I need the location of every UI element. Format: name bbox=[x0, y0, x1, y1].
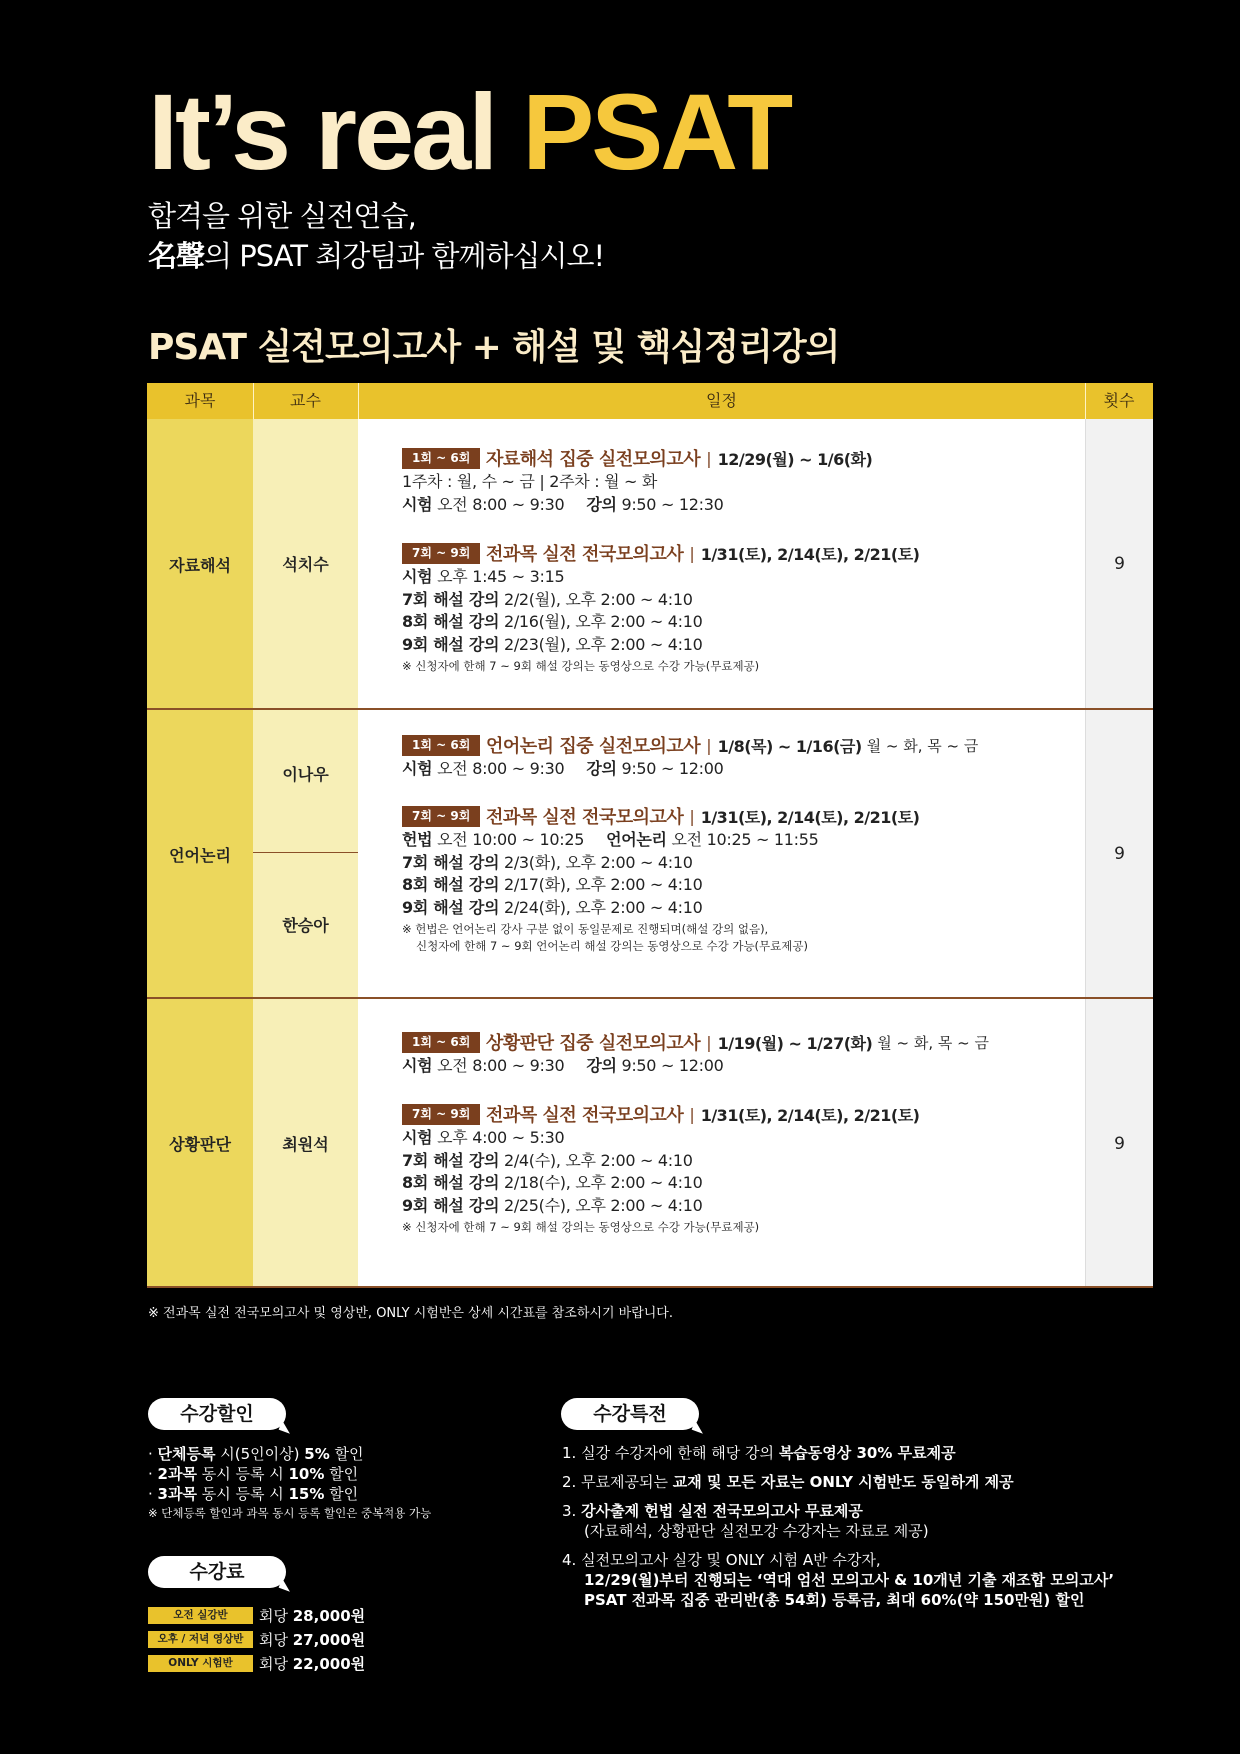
block-title: 상황판단 집중 실전모의고사 bbox=[486, 1033, 701, 1054]
round-badge: 7회 ~ 9회 bbox=[402, 1104, 480, 1125]
block-date: 12/29(월) ~ 1/6(화) bbox=[717, 449, 873, 469]
schedule-cell bbox=[358, 999, 1085, 1288]
schedule-line: 시험 오전 8:00 ~ 9:30 강의 9:50 ~ 12:00 bbox=[402, 1056, 724, 1075]
fee-tag: 오전 실강반 bbox=[148, 1607, 253, 1624]
hero-title-white: It’s real bbox=[148, 71, 523, 192]
count-cell: 9 bbox=[1085, 710, 1153, 998]
schedule-cell bbox=[358, 419, 1085, 709]
schedule-line: 8회 해설 강의 2/18(수), 오후 2:00 ~ 4:10 bbox=[402, 1173, 703, 1192]
schedule-table bbox=[147, 383, 1153, 1288]
fee-tag: ONLY 시험반 bbox=[148, 1655, 253, 1672]
schedule-block-1: 1회 ~ 6회 언어논리 집중 실전모의고사 | 1/8(목) ~ 1/16(금) 월 ~ 화, 목 ~ 금 시험 오전 8:00 ~ 9:30 강의 9:50 ~ 12:00 bbox=[402, 732, 1082, 781]
table-row bbox=[147, 710, 1153, 998]
round-badge: 1회 ~ 6회 bbox=[402, 735, 480, 756]
block-date: 1/8(목) ~ 1/16(금) bbox=[717, 736, 862, 756]
header-schedule: 일정 bbox=[706, 391, 737, 410]
table-footnote: ※ 전과목 실전 전국모의고사 및 영상반, ONLY 시험반은 상세 시간표를 참조하시기 바랍니다. bbox=[148, 1306, 673, 1321]
round-badge: 7회 ~ 9회 bbox=[402, 806, 480, 827]
schedule-line: 9회 해설 강의 2/24(화), 오후 2:00 ~ 4:10 bbox=[402, 897, 703, 917]
block-days: 월 ~ 화, 목 ~ 금 bbox=[877, 1033, 990, 1052]
block-date: 1/31(토), 2/14(토), 2/21(토) bbox=[700, 1105, 920, 1125]
list-item: 3. 강사출제 헌법 실전 전국모의고사 무료제공 (자료해석, 상황판단 실전모강 수강자는 자료로 제공) bbox=[562, 1502, 929, 1540]
perks-label: 수강특전 bbox=[561, 1398, 699, 1430]
block-days: 월 ~ 화, 목 ~ 금 bbox=[866, 736, 979, 755]
subtitle-bold: 名聲 bbox=[148, 239, 205, 273]
fee-list bbox=[148, 1605, 365, 1677]
schedule-note: ※ 헌법은 언어논리 강사 구분 없이 동일문제로 진행되며(해설 강의 없음), bbox=[402, 922, 769, 936]
schedule-line: 1주차 : 월, 수 ~ 금 | 2주차 : 월 ~ 화 bbox=[402, 472, 658, 491]
block-title: 전과목 실전 전국모의고사 bbox=[486, 544, 684, 565]
fee-row: 오후 / 저녁 영상반 회당 27,000원 bbox=[148, 1629, 365, 1650]
subtitle bbox=[148, 196, 604, 276]
schedule-line: 시험 오전 8:00 ~ 9:30 강의 9:50 ~ 12:00 bbox=[402, 759, 724, 778]
schedule-line: 헌법 오전 10:00 ~ 10:25 언어논리 오전 10:25 ~ 11:55 bbox=[402, 830, 819, 849]
schedule-line: 9회 해설 강의 2/23(월), 오후 2:00 ~ 4:10 bbox=[402, 634, 703, 654]
round-badge: 1회 ~ 6회 bbox=[402, 448, 480, 469]
professor-cell bbox=[253, 710, 358, 998]
list-item: 2. 무료제공되는 교재 및 모든 자료는 ONLY 시험반도 동일하게 제공 bbox=[562, 1473, 1014, 1491]
block-date: 1/31(토), 2/14(토), 2/21(토) bbox=[700, 544, 920, 564]
subtitle-line1: 합격을 위한 실전연습, bbox=[148, 199, 416, 233]
block-title: 언어논리 집중 실전모의고사 bbox=[486, 736, 701, 757]
block-date: 1/31(토), 2/14(토), 2/21(토) bbox=[700, 807, 920, 827]
perks-list bbox=[562, 1443, 1114, 1619]
block-title: 자료해석 집중 실전모의고사 bbox=[486, 449, 701, 470]
table-row bbox=[147, 999, 1153, 1288]
professor-cell bbox=[253, 419, 358, 709]
professor-name: 최원석 bbox=[282, 1135, 329, 1154]
subject-cell: 상황판단 bbox=[147, 999, 253, 1288]
schedule-line: 시험 오전 8:00 ~ 9:30 강의 9:50 ~ 12:30 bbox=[402, 494, 724, 514]
list-item: · 3과목 동시 등록 시 15% 할인 bbox=[148, 1485, 359, 1503]
schedule-line: 9회 해설 강의 2/25(수), 오후 2:00 ~ 4:10 bbox=[402, 1195, 703, 1215]
schedule-line: 7회 해설 강의 2/3(화), 오후 2:00 ~ 4:10 bbox=[402, 852, 693, 872]
subject-cell: 언어논리 bbox=[147, 710, 253, 998]
list-item: · 단체등록 시(5인이상) 5% 할인 bbox=[148, 1445, 364, 1463]
discount-note: ※ 단체등록 할인과 과목 동시 등록 할인은 중복적용 가능 bbox=[148, 1506, 432, 1520]
subtitle-line2 bbox=[148, 236, 604, 276]
professor-name: 이나우 bbox=[282, 765, 329, 784]
section-title: PSAT 실전모의고사 + 해설 및 핵심정리강의 bbox=[148, 327, 840, 368]
table-header bbox=[147, 383, 1153, 419]
list-item: 4. 실전모의고사 실강 및 ONLY 시험 A반 수강자, 12/29(월)부터 진행되는 ‘역대 엄선 모의고사 & 10개년 기출 재조합 모의고사’ PSAT 전과목 집중 관리반(총 54회) 등록금, 최대 60%(약 150만원) 할인 bbox=[562, 1551, 1115, 1609]
hero-title bbox=[148, 71, 791, 192]
round-badge: 1회 ~ 6회 bbox=[402, 1032, 480, 1053]
schedule-block-2: 7회 ~ 9회 전과목 실전 전국모의고사 | 1/31(토), 2/14(토), 2/21(토) 헌법 오전 10:00 ~ 10:25 언어논리 오전 10:25 ~ 11:55 7회 해설 강의 2/3(화), 오후 2:00 ~ 4:10 8회 해설 강의 2/17(화), 오후 2:00 ~ 4:10 9회 해설 강의 2/24(화), 오후 2:00 ~ 4:10 ※ 헌법은 언어논리 강사 구분 없이 동일문제로 진행되며(해설 강의 없음), 신청자에 한해 7 ~ 9회 언어논리 해설 강의는 동영상으로 수강 가능(무료제공) bbox=[402, 803, 1082, 955]
fee-label: 수강료 bbox=[148, 1556, 286, 1588]
schedule-note: ※ 신청자에 한해 7 ~ 9회 해설 강의는 동영상으로 수강 가능(무료제공) bbox=[402, 1220, 760, 1234]
professor-name: 석치수 bbox=[282, 555, 329, 574]
fee-row: ONLY 시험반 회당 22,000원 bbox=[148, 1653, 365, 1674]
schedule-note: ※ 신청자에 한해 7 ~ 9회 해설 강의는 동영상으로 수강 가능(무료제공) bbox=[402, 659, 760, 673]
discount-label: 수강할인 bbox=[148, 1398, 286, 1430]
table-row bbox=[147, 419, 1153, 709]
round-badge: 7회 ~ 9회 bbox=[402, 543, 480, 564]
fee-tag: 오후 / 저녁 영상반 bbox=[148, 1631, 253, 1648]
block-date: 1/19(월) ~ 1/27(화) bbox=[717, 1033, 873, 1053]
header-count: 횟수 bbox=[1103, 391, 1135, 410]
schedule-cell bbox=[358, 710, 1085, 998]
schedule-note: 신청자에 한해 7 ~ 9회 언어논리 해설 강의는 동영상으로 수강 가능(무료제공) bbox=[416, 939, 808, 953]
schedule-line: 7회 해설 강의 2/2(월), 오후 2:00 ~ 4:10 bbox=[402, 589, 693, 609]
schedule-line: 7회 해설 강의 2/4(수), 오후 2:00 ~ 4:10 bbox=[402, 1150, 693, 1170]
schedule-block-2: 7회 ~ 9회 전과목 실전 전국모의고사 | 1/31(토), 2/14(토), 2/21(토) 시험 오후 1:45 ~ 3:15 7회 해설 강의 2/2(월), 오후 2:00 ~ 4:10 8회 해설 강의 2/16(월), 오후 2:00 ~ 4:10 9회 해설 강의 2/23(월), 오후 2:00 ~ 4:10 ※ 신청자에 한해 7 ~ 9회 해설 강의는 동영상으로 수강 가능(무료제공) bbox=[402, 540, 1082, 675]
block-title: 전과목 실전 전국모의고사 bbox=[486, 807, 684, 828]
list-item: · 2과목 동시 등록 시 10% 할인 bbox=[148, 1465, 359, 1483]
professor-cell bbox=[253, 999, 358, 1288]
schedule-block-2: 7회 ~ 9회 전과목 실전 전국모의고사 | 1/31(토), 2/14(토), 2/21(토) 시험 오후 4:00 ~ 5:30 7회 해설 강의 2/4(수), 오후 2:00 ~ 4:10 8회 해설 강의 2/18(수), 오후 2:00 ~ 4:10 9회 해설 강의 2/25(수), 오후 2:00 ~ 4:10 ※ 신청자에 한해 7 ~ 9회 해설 강의는 동영상으로 수강 가능(무료제공) bbox=[402, 1101, 1082, 1236]
list-item: 1. 실강 수강자에 한해 해당 강의 복습동영상 30% 무료제공 bbox=[562, 1444, 956, 1462]
count-cell: 9 bbox=[1085, 999, 1153, 1288]
hero-title-yellow: PSAT bbox=[522, 71, 791, 192]
count-cell: 9 bbox=[1085, 419, 1153, 709]
header-subject: 과목 bbox=[184, 391, 216, 410]
schedule-block-1: 1회 ~ 6회 자료해석 집중 실전모의고사 | 12/29(월) ~ 1/6(화) 1주차 : 월, 수 ~ 금 | 2주차 : 월 ~ 화 시험 오전 8:00 ~ 9:30 강의 9:50 ~ 12:30 bbox=[402, 445, 1082, 516]
subtitle-rest: 의 PSAT 최강팀과 함께하십시오! bbox=[204, 239, 605, 273]
schedule-block-1: 1회 ~ 6회 상황판단 집중 실전모의고사 | 1/19(월) ~ 1/27(화) 월 ~ 화, 목 ~ 금 시험 오전 8:00 ~ 9:30 강의 9:50 ~ 12:00 bbox=[402, 1029, 1082, 1078]
professor-name: 한승아 bbox=[282, 916, 329, 935]
block-title: 전과목 실전 전국모의고사 bbox=[486, 1105, 684, 1126]
subject-cell: 자료해석 bbox=[147, 419, 253, 709]
schedule-line: 시험 오후 4:00 ~ 5:30 bbox=[402, 1128, 565, 1147]
schedule-line: 시험 오후 1:45 ~ 3:15 bbox=[402, 567, 565, 586]
header-professor: 교수 bbox=[290, 391, 321, 410]
schedule-line: 8회 해설 강의 2/16(월), 오후 2:00 ~ 4:10 bbox=[402, 612, 703, 631]
fee-row: 오전 실강반 회당 28,000원 bbox=[148, 1605, 365, 1626]
schedule-line: 8회 해설 강의 2/17(화), 오후 2:00 ~ 4:10 bbox=[402, 875, 703, 894]
discount-list bbox=[148, 1444, 431, 1522]
